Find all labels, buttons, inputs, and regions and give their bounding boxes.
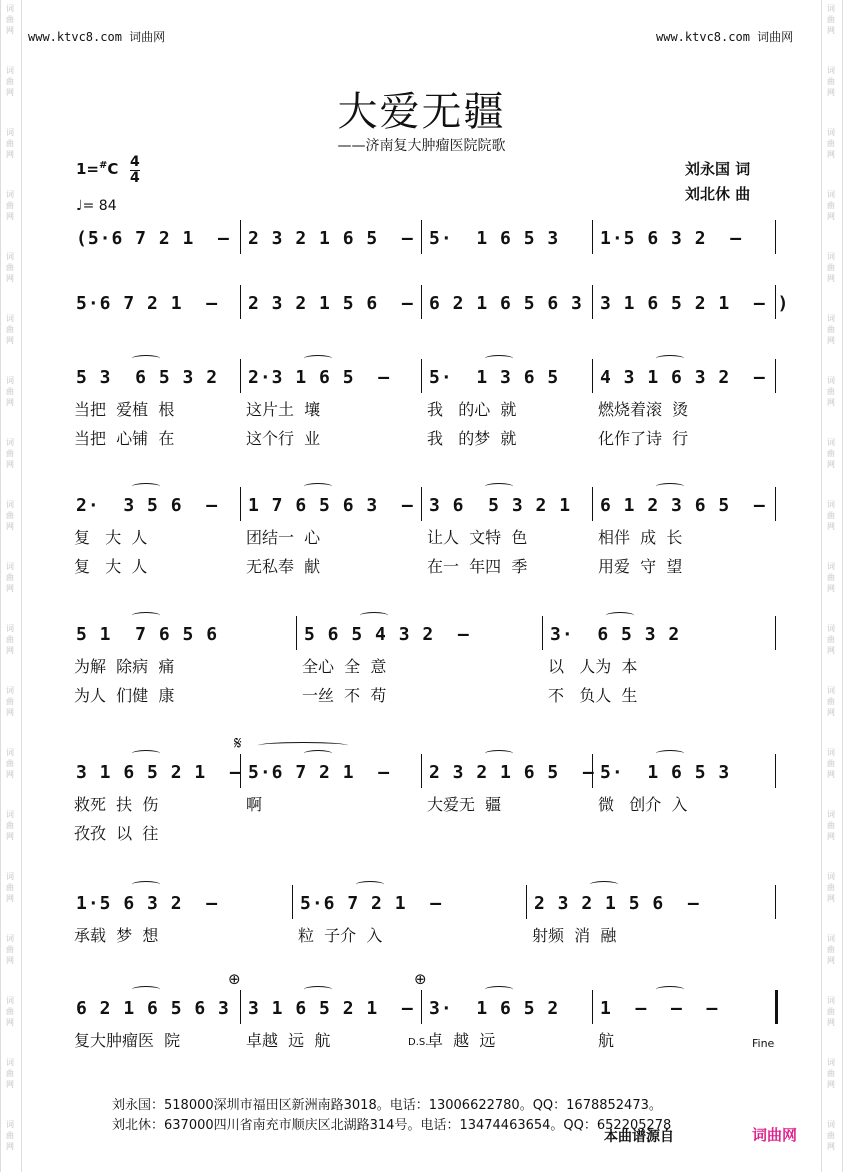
lyrics-verse-1: 卓 越 远 bbox=[427, 1031, 496, 1050]
watermark-char: 词 bbox=[6, 996, 14, 1005]
tie-arc bbox=[258, 742, 348, 749]
measure-notes: 5 6 5 4 3 2 – bbox=[304, 624, 470, 645]
slur-arc bbox=[656, 986, 684, 993]
watermark-char: 曲 bbox=[6, 263, 14, 272]
measure-notes: 5 1 7 6 5 6 bbox=[76, 624, 219, 645]
lyricist-credit: 刘永国 词 bbox=[685, 160, 751, 178]
watermark-char: 网 bbox=[827, 460, 835, 469]
slur-arc bbox=[304, 483, 332, 490]
lyrics-verse-1: 团结一 心 bbox=[246, 528, 321, 547]
measure-notes: 2 3 2 1 5 6 – bbox=[248, 293, 414, 314]
measure-notes: 5·6 7 2 1 – bbox=[300, 893, 443, 914]
measure-notes: 1 7 6 5 6 3 – bbox=[248, 495, 414, 516]
footer-contact-line: 刘永国：518000深圳市福田区新洲南路3018。电话：13006622780。QQ：1678852473。 bbox=[112, 1098, 662, 1113]
watermark-char: 词 bbox=[827, 438, 835, 447]
lyrics-verse-1: 这片土 壤 bbox=[246, 400, 321, 419]
lyrics-verse-1: 我 的心 就 bbox=[427, 400, 517, 419]
lyrics-verse-1: 大爱无 疆 bbox=[427, 795, 502, 814]
watermark-char: 网 bbox=[827, 150, 835, 159]
lyrics-verse-2: 我 的梦 就 bbox=[427, 429, 517, 448]
bar-line bbox=[775, 990, 778, 1024]
watermark-char: 网 bbox=[827, 1018, 835, 1027]
bar-line bbox=[526, 885, 527, 919]
song-title: 大爱无疆 bbox=[337, 89, 506, 135]
watermark-char: 曲 bbox=[827, 697, 835, 706]
measure-notes: 2· 3 5 6 – bbox=[76, 495, 219, 516]
watermark-char: 曲 bbox=[6, 883, 14, 892]
watermark-char: 曲 bbox=[6, 1131, 14, 1140]
watermark-char: 曲 bbox=[827, 1069, 835, 1078]
site-header-right[interactable] bbox=[656, 28, 793, 45]
measure-notes: 6 2 1 6 5 6 3 bbox=[429, 293, 583, 314]
bar-line bbox=[542, 616, 543, 650]
watermark-char: 曲 bbox=[827, 635, 835, 644]
watermark-char: 词 bbox=[827, 810, 835, 819]
slur-arc bbox=[485, 483, 513, 490]
watermark-char: 曲 bbox=[6, 635, 14, 644]
bar-line bbox=[421, 220, 422, 254]
site-name: 词曲网 bbox=[129, 30, 166, 44]
bar-line bbox=[421, 487, 422, 521]
slur-arc bbox=[590, 881, 618, 888]
slur-arc bbox=[656, 750, 684, 757]
site-url[interactable]: www.ktvc8.com bbox=[28, 30, 122, 44]
watermark-char: 网 bbox=[6, 832, 14, 841]
watermark-char: 网 bbox=[827, 956, 835, 965]
watermark-char: 网 bbox=[827, 398, 835, 407]
watermark-char: 网 bbox=[6, 584, 14, 593]
watermark-char: 词 bbox=[6, 500, 14, 509]
watermark-char: 曲 bbox=[6, 1069, 14, 1078]
lyrics-verse-2: 不 负人 生 bbox=[548, 686, 638, 705]
watermark-char: 曲 bbox=[6, 77, 14, 86]
watermark-char: 网 bbox=[6, 708, 14, 717]
watermark-char: 曲 bbox=[6, 697, 14, 706]
watermark-char: 词 bbox=[6, 4, 14, 13]
watermark-char: 词 bbox=[6, 624, 14, 633]
watermark-char: 网 bbox=[6, 522, 14, 531]
watermark-char: 词 bbox=[827, 872, 835, 881]
watermark-char: 网 bbox=[6, 770, 14, 779]
source-label: 本曲谱源自 bbox=[604, 1129, 674, 1145]
lyrics-verse-1: 燃烧着滚 烫 bbox=[598, 400, 689, 419]
measure-notes: 6 2 1 6 5 6 3 bbox=[76, 998, 230, 1019]
watermark-char: 网 bbox=[6, 894, 14, 903]
bar-line bbox=[775, 616, 776, 650]
site-header-left[interactable] bbox=[28, 28, 165, 45]
bar-line bbox=[775, 220, 776, 254]
bar-line bbox=[240, 359, 241, 393]
slur-arc bbox=[360, 612, 388, 619]
lyrics-verse-1: 相伴 成 长 bbox=[598, 528, 683, 547]
lyrics-verse-1: 射频 消 融 bbox=[532, 926, 617, 945]
bar-line bbox=[421, 990, 422, 1024]
watermark-char: 曲 bbox=[827, 387, 835, 396]
lyrics-verse-1: 让人 文特 色 bbox=[427, 528, 528, 547]
lyrics-verse-1: 啊 bbox=[246, 795, 263, 814]
watermark-char: 词 bbox=[827, 376, 835, 385]
watermark-char: 词 bbox=[827, 562, 835, 571]
lyrics-verse-2: 化作了诗 行 bbox=[598, 429, 689, 448]
lyrics-verse-1: 当把 爱植 根 bbox=[74, 400, 175, 419]
watermark-char: 曲 bbox=[827, 1131, 835, 1140]
watermark-char: 网 bbox=[827, 832, 835, 841]
bar-line bbox=[296, 616, 297, 650]
measure-notes: 5· 1 6 5 3 bbox=[429, 228, 560, 249]
bar-line bbox=[775, 487, 776, 521]
lyrics-verse-2: 复 大 人 bbox=[74, 557, 148, 576]
right-watermark-strip bbox=[821, 0, 843, 1172]
bar-line bbox=[775, 885, 776, 919]
watermark-char: 网 bbox=[6, 212, 14, 221]
watermark-char: 词 bbox=[827, 1058, 835, 1067]
watermark-char: 网 bbox=[6, 88, 14, 97]
watermark-char: 曲 bbox=[6, 139, 14, 148]
site-logo[interactable]: 词曲网 bbox=[752, 1126, 798, 1144]
measure-notes: 6 1 2 3 6 5 – bbox=[600, 495, 766, 516]
time-signature: 4 4 bbox=[130, 154, 140, 186]
watermark-char: 曲 bbox=[827, 201, 835, 210]
watermark-char: 曲 bbox=[6, 1007, 14, 1016]
watermark-char: 网 bbox=[6, 398, 14, 407]
slur-arc bbox=[132, 881, 160, 888]
watermark-char: 词 bbox=[827, 686, 835, 695]
watermark-char: 曲 bbox=[6, 449, 14, 458]
measure-notes: 2 3 2 1 5 6 – bbox=[534, 893, 700, 914]
song-subtitle: ——济南复大肿瘤医院院歌 bbox=[337, 138, 506, 154]
watermark-char: 词 bbox=[827, 252, 835, 261]
watermark-char: 网 bbox=[6, 274, 14, 283]
lyrics-verse-1: 为解 除病 痛 bbox=[74, 657, 175, 676]
segno-mark: 𝄋 bbox=[234, 733, 242, 754]
watermark-char: 曲 bbox=[6, 325, 14, 334]
coda-mark: ⊕ bbox=[228, 970, 241, 988]
watermark-char: 词 bbox=[827, 934, 835, 943]
watermark-char: 曲 bbox=[827, 139, 835, 148]
coda-mark: ⊕ bbox=[414, 970, 427, 988]
watermark-char: 曲 bbox=[6, 15, 14, 24]
lyrics-verse-1: 复 大 人 bbox=[74, 528, 148, 547]
watermark-char: 曲 bbox=[827, 1007, 835, 1016]
bar-line bbox=[775, 359, 776, 393]
watermark-char: 词 bbox=[827, 4, 835, 13]
watermark-char: 词 bbox=[827, 314, 835, 323]
measure-notes: 4 3 1 6 3 2 – bbox=[600, 367, 766, 388]
measure-notes: 5· 1 3 6 5 bbox=[429, 367, 560, 388]
watermark-char: 网 bbox=[827, 646, 835, 655]
measure-notes: 1 – – – bbox=[600, 998, 719, 1019]
site-url[interactable]: www.ktvc8.com bbox=[656, 30, 750, 44]
bar-line bbox=[592, 285, 593, 319]
watermark-char: 网 bbox=[6, 646, 14, 655]
measure-notes: 2·3 1 6 5 – bbox=[248, 367, 391, 388]
bar-line bbox=[775, 754, 776, 788]
watermark-char: 曲 bbox=[6, 387, 14, 396]
watermark-char: 网 bbox=[827, 88, 835, 97]
bar-line bbox=[240, 487, 241, 521]
watermark-char: 词 bbox=[6, 252, 14, 261]
lyrics-verse-1: 全心 全 意 bbox=[302, 657, 387, 676]
measure-notes: 3 1 6 5 2 1 – bbox=[248, 998, 414, 1019]
footer-contact-line: 刘北休：637000四川省南充市顺庆区北湖路314号。电话：13474463654。QQ：652205278 bbox=[112, 1118, 672, 1133]
watermark-char: 网 bbox=[827, 522, 835, 531]
watermark-char: 词 bbox=[827, 190, 835, 199]
bar-line bbox=[421, 359, 422, 393]
key-signature: 1=#C bbox=[76, 160, 119, 178]
bar-line bbox=[240, 285, 241, 319]
ds-mark: D.S. bbox=[408, 1037, 429, 1048]
measure-notes: 3· 1 6 5 2 bbox=[429, 998, 560, 1019]
watermark-char: 网 bbox=[6, 1018, 14, 1027]
lyrics-verse-1: 航 bbox=[598, 1031, 615, 1050]
measure-notes: 2 3 2 1 6 5 – bbox=[429, 762, 595, 783]
watermark-char: 词 bbox=[6, 934, 14, 943]
watermark-char: 曲 bbox=[6, 945, 14, 954]
watermark-char: 曲 bbox=[6, 573, 14, 582]
watermark-char: 曲 bbox=[827, 759, 835, 768]
watermark-char: 词 bbox=[6, 128, 14, 137]
watermark-char: 曲 bbox=[6, 759, 14, 768]
watermark-char: 词 bbox=[827, 748, 835, 757]
measure-notes: 3· 6 5 3 2 bbox=[550, 624, 681, 645]
bar-line bbox=[592, 359, 593, 393]
bar-line bbox=[421, 285, 422, 319]
watermark-char: 曲 bbox=[827, 263, 835, 272]
bar-line bbox=[592, 220, 593, 254]
watermark-char: 词 bbox=[6, 1120, 14, 1129]
watermark-char: 网 bbox=[827, 894, 835, 903]
watermark-char: 网 bbox=[827, 584, 835, 593]
watermark-char: 词 bbox=[6, 66, 14, 75]
measure-notes: 3 1 6 5 2 1 – ) bbox=[600, 293, 790, 314]
watermark-char: 词 bbox=[6, 376, 14, 385]
watermark-char: 网 bbox=[6, 460, 14, 469]
watermark-char: 词 bbox=[827, 66, 835, 75]
slur-arc bbox=[132, 750, 160, 757]
lyrics-verse-1: 卓越 远 航 bbox=[246, 1031, 331, 1050]
measure-notes: 5 3 6 5 3 2 bbox=[76, 367, 219, 388]
left-watermark-strip bbox=[0, 0, 22, 1172]
watermark-char: 网 bbox=[827, 26, 835, 35]
lyrics-verse-2: 在一 年四 季 bbox=[427, 557, 528, 576]
bar-line bbox=[240, 990, 241, 1024]
slur-arc bbox=[132, 612, 160, 619]
watermark-char: 网 bbox=[6, 956, 14, 965]
watermark-char: 曲 bbox=[6, 821, 14, 830]
watermark-char: 网 bbox=[6, 26, 14, 35]
lyrics-verse-2: 孜孜 以 往 bbox=[74, 824, 159, 843]
watermark-char: 词 bbox=[6, 872, 14, 881]
watermark-char: 词 bbox=[6, 1058, 14, 1067]
measure-notes: 3 1 6 5 2 1 – bbox=[76, 762, 242, 783]
lyrics-verse-1: 复大肿瘤医 院 bbox=[74, 1031, 181, 1050]
watermark-char: 曲 bbox=[6, 201, 14, 210]
slur-arc bbox=[356, 881, 384, 888]
watermark-char: 曲 bbox=[827, 325, 835, 334]
watermark-char: 词 bbox=[827, 624, 835, 633]
slur-arc bbox=[606, 612, 634, 619]
watermark-char: 曲 bbox=[827, 15, 835, 24]
lyrics-verse-1: 以 人为 本 bbox=[548, 657, 638, 676]
measure-notes: 3 6 5 3 2 1 bbox=[429, 495, 572, 516]
measure-notes: 5· 1 6 5 3 bbox=[600, 762, 731, 783]
slur-arc bbox=[132, 483, 160, 490]
watermark-char: 网 bbox=[827, 1080, 835, 1089]
watermark-char: 词 bbox=[6, 190, 14, 199]
bar-line bbox=[292, 885, 293, 919]
lyrics-verse-2: 一丝 不 苟 bbox=[302, 686, 387, 705]
bar-line bbox=[240, 220, 241, 254]
watermark-char: 词 bbox=[6, 748, 14, 757]
measure-notes: 1·5 6 3 2 – bbox=[600, 228, 743, 249]
watermark-char: 词 bbox=[827, 1120, 835, 1129]
slur-arc bbox=[656, 483, 684, 490]
slur-arc bbox=[132, 355, 160, 362]
watermark-char: 词 bbox=[827, 128, 835, 137]
bar-line bbox=[592, 990, 593, 1024]
watermark-char: 网 bbox=[827, 274, 835, 283]
watermark-char: 网 bbox=[6, 150, 14, 159]
watermark-char: 词 bbox=[6, 438, 14, 447]
slur-arc bbox=[485, 986, 513, 993]
composer-credit: 刘北休 曲 bbox=[685, 185, 751, 203]
watermark-char: 网 bbox=[827, 1142, 835, 1151]
watermark-char: 词 bbox=[6, 314, 14, 323]
slur-arc bbox=[304, 986, 332, 993]
lyrics-verse-2: 当把 心铺 在 bbox=[74, 429, 175, 448]
bar-line bbox=[421, 754, 422, 788]
watermark-char: 曲 bbox=[827, 573, 835, 582]
watermark-char: 网 bbox=[827, 770, 835, 779]
watermark-char: 词 bbox=[827, 500, 835, 509]
watermark-char: 网 bbox=[6, 336, 14, 345]
watermark-char: 网 bbox=[827, 708, 835, 717]
site-name: 词曲网 bbox=[757, 30, 794, 44]
measure-notes: 1·5 6 3 2 – bbox=[76, 893, 219, 914]
watermark-char: 网 bbox=[6, 1142, 14, 1151]
measure-notes: 5·6 7 2 1 – bbox=[248, 762, 391, 783]
lyrics-verse-1: 微 创介 入 bbox=[598, 795, 688, 814]
slur-arc bbox=[485, 750, 513, 757]
watermark-char: 曲 bbox=[6, 511, 14, 520]
slur-arc bbox=[304, 355, 332, 362]
lyrics-verse-2: 为人 们健 康 bbox=[74, 686, 175, 705]
lyrics-verse-2: 用爱 守 望 bbox=[598, 557, 683, 576]
watermark-char: 网 bbox=[827, 336, 835, 345]
watermark-char: 曲 bbox=[827, 77, 835, 86]
lyrics-verse-2: 这个行 业 bbox=[246, 429, 321, 448]
watermark-char: 网 bbox=[827, 212, 835, 221]
watermark-char: 曲 bbox=[827, 511, 835, 520]
slur-arc bbox=[485, 355, 513, 362]
watermark-char: 曲 bbox=[827, 821, 835, 830]
fine-mark: Fine bbox=[752, 1037, 775, 1050]
watermark-char: 曲 bbox=[827, 945, 835, 954]
watermark-char: 词 bbox=[6, 810, 14, 819]
slur-arc bbox=[304, 750, 332, 757]
measure-notes: 2 3 2 1 6 5 – bbox=[248, 228, 414, 249]
watermark-char: 网 bbox=[6, 1080, 14, 1089]
watermark-char: 词 bbox=[827, 996, 835, 1005]
slur-arc bbox=[656, 355, 684, 362]
measure-notes: 5·6 7 2 1 – bbox=[76, 293, 219, 314]
lyrics-verse-1: 救死 扶 伤 bbox=[74, 795, 159, 814]
measure-notes: (5·6 7 2 1 – bbox=[76, 228, 230, 249]
lyrics-verse-1: 粒 子介 入 bbox=[298, 926, 383, 945]
tempo-marking: ♩= 84 bbox=[76, 198, 117, 214]
lyrics-verse-1: 承载 梦 想 bbox=[74, 926, 159, 945]
watermark-char: 曲 bbox=[827, 449, 835, 458]
watermark-char: 词 bbox=[6, 686, 14, 695]
lyrics-verse-2: 无私奉 献 bbox=[246, 557, 321, 576]
slur-arc bbox=[132, 986, 160, 993]
watermark-char: 曲 bbox=[827, 883, 835, 892]
watermark-char: 词 bbox=[6, 562, 14, 571]
bar-line bbox=[592, 487, 593, 521]
